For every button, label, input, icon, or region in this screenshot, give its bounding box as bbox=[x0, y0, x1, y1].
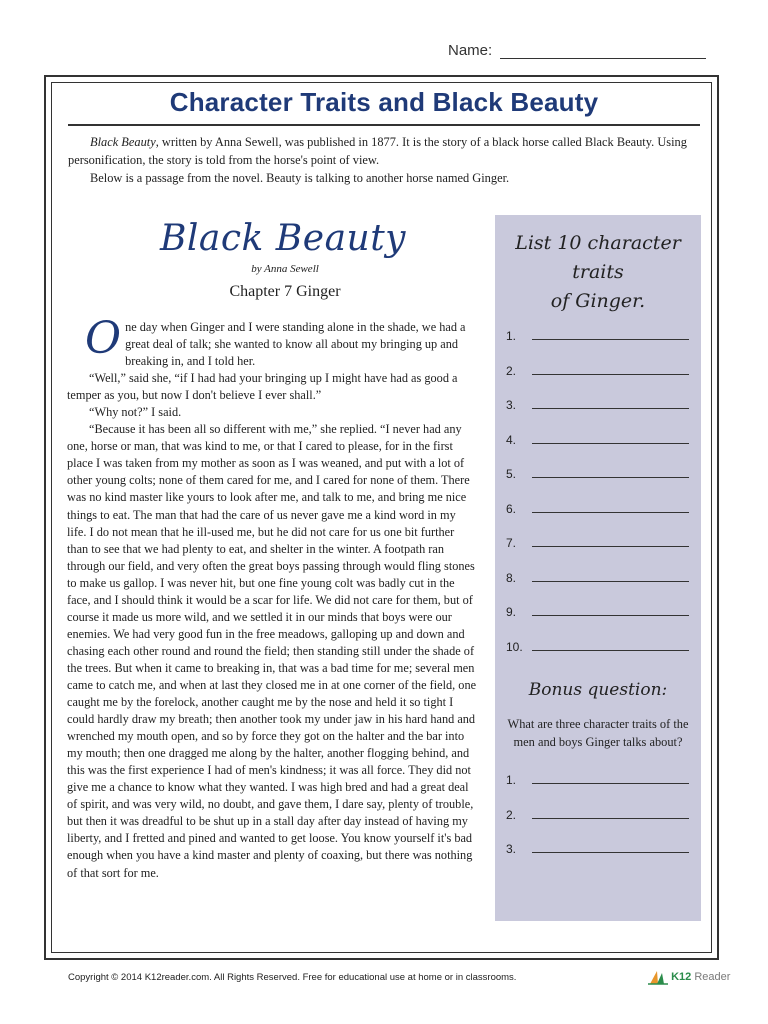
name-field bbox=[448, 42, 706, 59]
bonus-number: 1. bbox=[506, 773, 517, 787]
trait-number: 4. bbox=[506, 433, 517, 447]
trait-line-10[interactable] bbox=[506, 640, 689, 654]
answer-line bbox=[532, 783, 689, 784]
intro-paragraph-2: Below is a passage from the novel. Beauty is talking to another horse named Ginger. bbox=[90, 171, 510, 185]
trait-line-3[interactable] bbox=[506, 398, 689, 412]
trait-number: 9. bbox=[506, 605, 517, 619]
answer-line bbox=[532, 650, 689, 651]
trait-line-6[interactable] bbox=[506, 502, 689, 516]
logo-reader-text: Reader bbox=[694, 970, 731, 983]
bonus-question: What are three character traits of the men and boys Ginger talks about? bbox=[507, 717, 689, 749]
book-title: Black Beauty bbox=[159, 218, 407, 259]
trait-number: 7. bbox=[506, 536, 517, 550]
trait-number: 2. bbox=[506, 364, 517, 378]
trait-number: 5. bbox=[506, 467, 517, 481]
traits-heading bbox=[495, 229, 701, 316]
answer-line bbox=[532, 852, 689, 853]
intro-paragraph-1 bbox=[68, 133, 698, 169]
answer-line bbox=[532, 581, 689, 582]
title-divider bbox=[68, 124, 700, 126]
answer-line bbox=[532, 339, 689, 340]
chapter-heading: Chapter 7 Ginger bbox=[229, 283, 341, 300]
trait-line-8[interactable] bbox=[506, 571, 689, 585]
trait-line-9[interactable] bbox=[506, 605, 689, 619]
trait-number: 6. bbox=[506, 502, 517, 516]
drop-cap: O bbox=[85, 313, 122, 364]
passage-paragraph-4: “Because it has been all so different with me,” she replied. “I never had any one, horse or man, that was kind to me, or that I cared to please, for in the first place I was taken from my mother as soon as I was weaned, and put with a lot of other young colts; none of them cared for me, and I cared for none of them. There was no kind master like yours to look after me, and talk to me, and bring me nice things to eat. The man that had the care of us never gave me a kind word in my life. I do not mean that he ill-used me, but he did not care for us one bit further than to see that we had plenty to eat, and shelter in the winter. A footpath ran through our field, and very often the great boys passing through would fling stones to make us gallop. I was never hit, but one fine young colt was badly cut in the face, and I should think it would be a scar for life. We did not care for them, but of course it made us more wild, and we settled it in our minds that boys were our enemies. We had very good fun in the free meadows, galloping up and down and chasing each other round and round the field; then standing still under the shade of the trees. But when it came to breaking in, that was a bad time for me; several men came to catch me, and when at last they closed me in at one corner of the field, one caught me by the forelock, another caught me by the nose and held it so tight I could hardly draw my breath; then another took my under jaw in his hard hand and wrenched my mouth open, and so by force they got on the halter and the bar into my mouth; then one dragged me along by the halter, another flogging behind, and this was the first experience I had of men's kindness; it was all force. They did not give me a chance to know what they wanted. I was high bred and had a great deal of spirit, and was very wild, no doubt, and gave them, I dare say, plenty of trouble, but then it was dreadful to be shut up in a stall day after day instead of having my liberty, and I fretted and pined and wanted to get loose. You know yourself it's bad enough when you have a kind master and plenty of coaxing, but there was nothing of that sort for me. bbox=[67, 422, 477, 880]
answer-line bbox=[532, 374, 689, 375]
trait-number: 10. bbox=[506, 640, 523, 654]
trait-number: 1. bbox=[506, 329, 517, 343]
intro-paragraph-1-text: , written by Anna Sewell, was published in 1877. It is the story of a black horse called Black Beauty. Using personification, the story is told from the horse's point of view. bbox=[68, 135, 687, 167]
answer-line bbox=[532, 615, 689, 616]
trait-number: 8. bbox=[506, 571, 517, 585]
traits-heading-line-1: List 10 character traits bbox=[515, 232, 681, 283]
k12reader-logo bbox=[648, 969, 730, 985]
passage-paragraph-2: “Well,” said she, “if I had had your bringing up I might have had as good a temper as you, but now I don't believe I ever shall.” bbox=[67, 371, 458, 403]
answer-line bbox=[532, 512, 689, 513]
trait-line-7[interactable] bbox=[506, 536, 689, 550]
passage-paragraph-1-text: ne day when Ginger and I were standing alone in the shade, we had a great deal of talk; she wanted to know all about my bringing up and breaking in, and I told her. bbox=[125, 320, 466, 369]
bonus-heading: Bonus question: bbox=[528, 680, 668, 700]
answer-line bbox=[532, 818, 689, 819]
byline: by Anna Sewell bbox=[251, 263, 319, 275]
bonus-line-3[interactable] bbox=[506, 842, 689, 856]
traits-heading-line-2: of Ginger. bbox=[550, 290, 646, 312]
trait-number: 3. bbox=[506, 398, 517, 412]
leaf-icon bbox=[648, 969, 668, 985]
trait-line-1[interactable] bbox=[506, 329, 689, 343]
copyright-notice: Copyright © 2014 K12reader.com. All Rights Reserved. Free for educational use at home or in classrooms. bbox=[68, 972, 517, 983]
trait-line-4[interactable] bbox=[506, 433, 689, 447]
intro-book-name: Black Beauty bbox=[90, 135, 156, 149]
passage-paragraph-1 bbox=[67, 313, 477, 370]
bonus-number: 3. bbox=[506, 842, 517, 856]
answer-line bbox=[532, 408, 689, 409]
name-blank-line[interactable] bbox=[500, 44, 706, 59]
passage-paragraph-3: “Why not?” I said. bbox=[89, 405, 182, 420]
bonus-line-2[interactable] bbox=[506, 808, 689, 822]
logo-k12-text: K12 bbox=[671, 970, 692, 983]
answer-line bbox=[532, 546, 689, 547]
bonus-number: 2. bbox=[506, 808, 517, 822]
passage-text bbox=[67, 313, 477, 882]
bonus-line-1[interactable] bbox=[506, 773, 689, 787]
trait-line-5[interactable] bbox=[506, 467, 689, 481]
intro-text bbox=[68, 133, 698, 187]
answer-line bbox=[532, 443, 689, 444]
worksheet-title: Character Traits and Black Beauty bbox=[169, 87, 599, 117]
traits-panel bbox=[495, 215, 701, 921]
answer-line bbox=[532, 477, 689, 478]
name-label: Name: bbox=[448, 42, 493, 59]
trait-line-2[interactable] bbox=[506, 364, 689, 378]
